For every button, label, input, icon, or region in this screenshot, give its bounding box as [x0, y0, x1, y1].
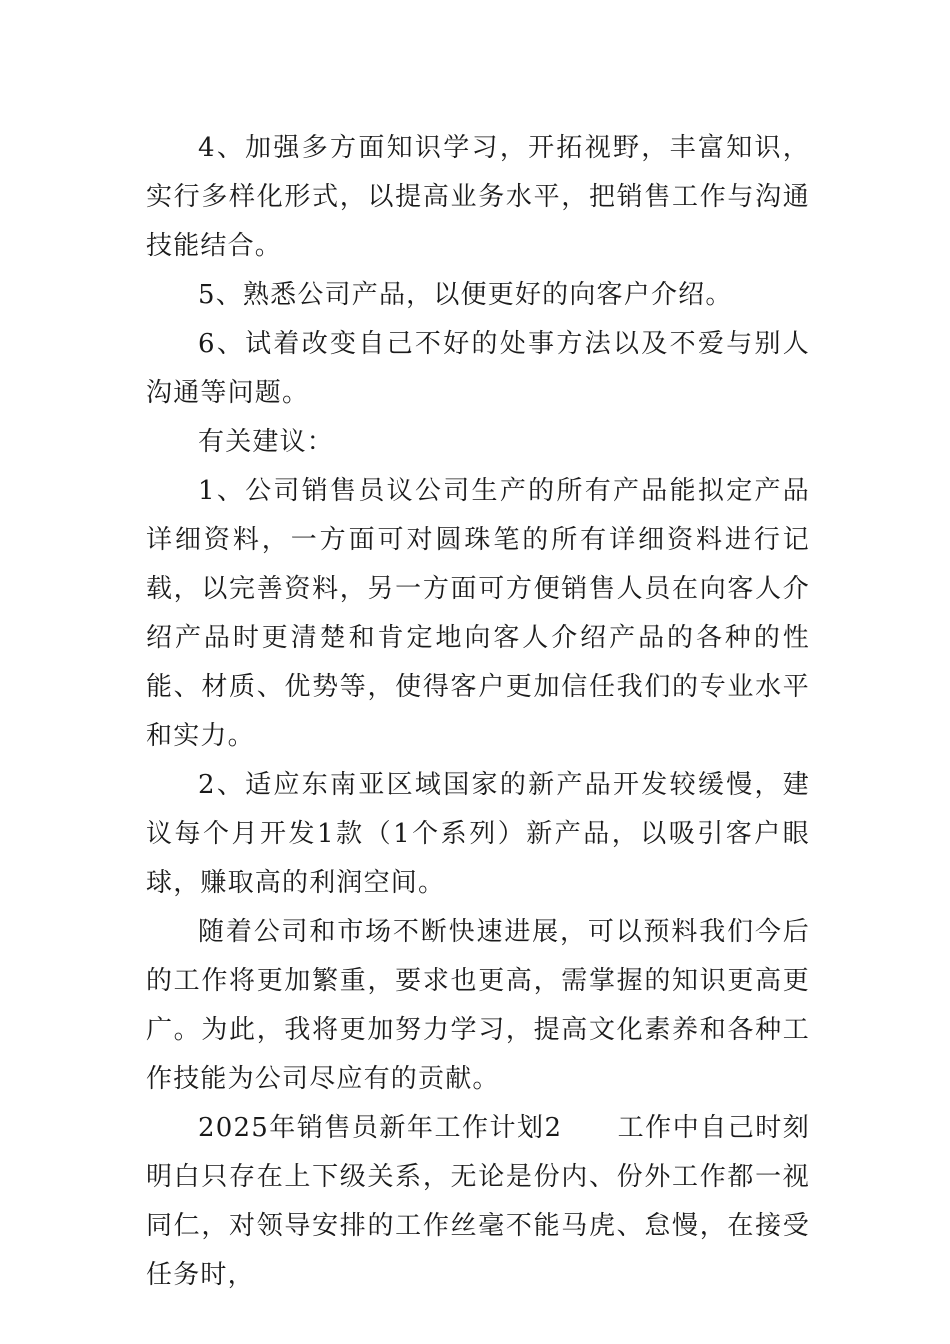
paragraph-item-5: 5、熟悉公司产品，以便更好的向客户介绍。: [198, 280, 733, 310]
paragraph-item-6: 6、试着改变自己不好的处事方法以及不爱与别人沟通等问题。: [146, 329, 810, 408]
plan-2-paragraph: 2025年销售员新年工作计划2 工作中自己时刻明白只存在上下级关系，无论是份内、份外工作都一视同仁，对领导安排的工作丝毫不能马虎、怠慢，在接受任务时，: [146, 1113, 810, 1290]
suggestion-item-1: 1、公司销售员议公司生产的所有产品能拟定产品详细资料，一方面可对圆珠笔的所有详细资料进行记载，以完善资料，另一方面可方便销售人员在向客人介绍产品时更清楚和肯定地向客人介绍产品的各种的性能、材质、优势等，使得客户更加信任我们的专业水平和实力。: [146, 476, 810, 751]
suggestion-item-2: 2、适应东南亚区域国家的新产品开发较缓慢，建议每个月开发1款（1个系列）新产品，以吸引客户眼球，赚取高的利润空间。: [146, 770, 810, 898]
document-body: [146, 124, 810, 1300]
paragraph-item-4: 4、加强多方面知识学习，开拓视野，丰富知识，实行多样化形式，以提高业务水平，把销售工作与沟通技能结合。: [146, 133, 810, 261]
suggestions-heading: 有关建议：: [198, 427, 335, 457]
closing-paragraph: 随着公司和市场不断快速进展，可以预料我们今后的工作将更加繁重，要求也更高，需掌握的知识更高更广。为此，我将更加努力学习，提高文化素养和各种工作技能为公司尽应有的贡献。: [146, 917, 810, 1094]
